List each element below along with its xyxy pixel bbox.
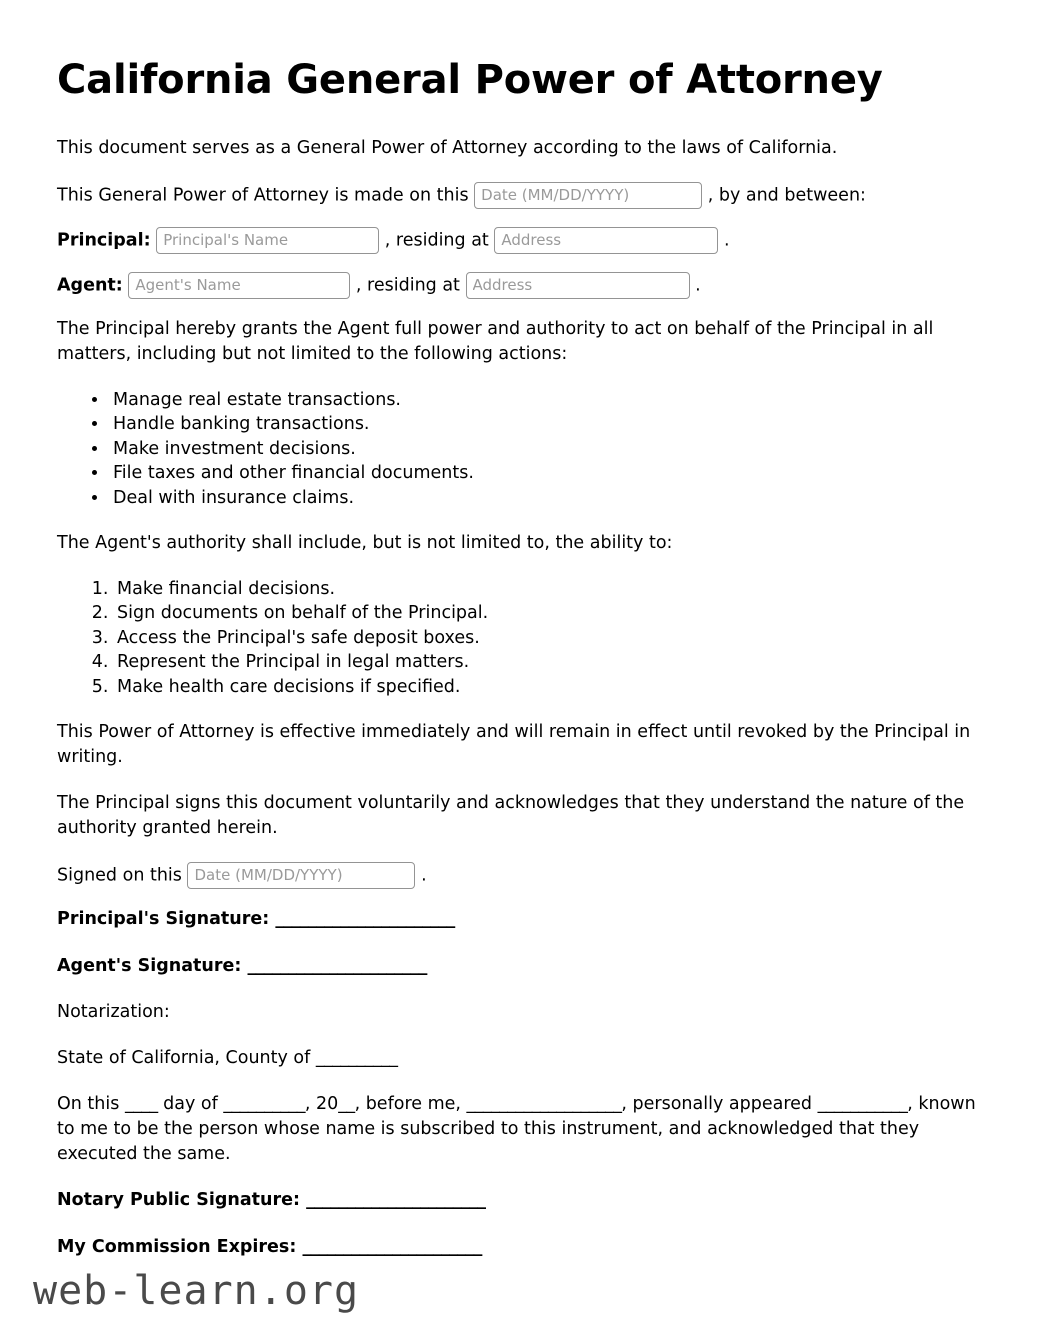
ack-part4: , before me, — [354, 1094, 461, 1115]
ack-year-blank[interactable]: __ — [338, 1094, 355, 1115]
ack-part3: , 20 — [304, 1094, 339, 1115]
commission-expires-line — [57, 1235, 982, 1260]
made-on-prefix-text: This General Power of Attorney is made on this — [57, 185, 469, 206]
ack-part6: , known to me to be the person whose name is subscribed to this instrument, and acknowledged that they executed the same. — [57, 1094, 976, 1164]
made-on-date-line — [57, 182, 982, 209]
agent-address-input[interactable] — [466, 272, 690, 299]
principal-name-input[interactable] — [156, 227, 379, 254]
list-item: 3. Access the Principal's safe deposit boxes. — [114, 626, 982, 651]
ack-month-blank[interactable]: __________ — [223, 1094, 305, 1115]
ack-day-blank[interactable]: ____ — [124, 1094, 158, 1115]
document-content — [57, 58, 982, 1281]
commission-expires-rule[interactable]: ______________________ — [302, 1236, 482, 1257]
agent-signature-line — [57, 954, 982, 979]
state-county-line — [57, 1046, 982, 1071]
list-item: • Handle banking transactions. — [109, 412, 982, 437]
commission-expires-label: My Commission Expires: — [57, 1236, 297, 1257]
ack-part1: On this — [57, 1094, 120, 1115]
date-made-input[interactable] — [474, 182, 702, 209]
agent-name-input[interactable] — [128, 272, 350, 299]
principal-period: . — [723, 230, 730, 251]
agent-signature-label: Agent's Signature: — [57, 955, 242, 976]
ack-person-blank[interactable]: ___________ — [817, 1094, 908, 1115]
list-item: 5. Make health care decisions if specified. — [114, 675, 982, 700]
voluntary-paragraph: The Principal signs this document voluntarily and acknowledges that they understand the nature of the authority granted herein. — [57, 793, 965, 838]
state-county-text: State of California, County of — [57, 1048, 311, 1069]
principal-address-input[interactable] — [494, 227, 718, 254]
date-signed-input[interactable] — [187, 862, 415, 889]
authority-intro-paragraph: The Agent's authority shall include, but is not limited to, the ability to: — [57, 533, 673, 554]
agent-line — [57, 272, 982, 299]
site-watermark: web-learn.org — [33, 1268, 360, 1314]
principal-line — [57, 227, 982, 254]
powers-list — [57, 388, 982, 511]
intro-paragraph: This document serves as a General Power of Attorney according to the laws of California. — [57, 138, 838, 158]
list-item: 2. Sign documents on behalf of the Principal. — [114, 601, 982, 626]
principal-residing-text: , residing at — [384, 230, 489, 251]
list-item: • Manage real estate transactions. — [109, 388, 982, 413]
principal-signature-label: Principal's Signature: — [57, 908, 270, 929]
agent-period: . — [695, 275, 701, 296]
principal-label: Principal: — [57, 230, 151, 251]
list-item: • Make investment decisions. — [109, 437, 982, 462]
made-on-suffix-text: , by and between: — [707, 185, 866, 206]
authority-list — [57, 577, 982, 700]
list-item: • Deal with insurance claims. — [109, 486, 982, 511]
page-title: California General Power of Attorney — [57, 57, 883, 103]
effective-paragraph: This Power of Attorney is effective immediately and will remain in effect until revoked by the Principal in writing. — [57, 722, 971, 768]
notary-signature-line — [57, 1188, 982, 1213]
county-blank[interactable]: __________ — [315, 1048, 398, 1069]
agent-label: Agent: — [57, 275, 123, 296]
principal-signature-line — [57, 907, 982, 932]
ack-part5: , personally appeared — [621, 1094, 813, 1115]
ack-notary-blank[interactable]: ___________________ — [466, 1094, 622, 1115]
signed-on-prefix-text: Signed on this — [57, 865, 182, 886]
list-item: 1. Make financial decisions. — [114, 577, 982, 602]
signed-on-date-line — [57, 862, 982, 889]
ack-part2: day of — [163, 1094, 218, 1115]
notary-signature-rule[interactable]: ______________________ — [306, 1189, 486, 1210]
list-item: • File taxes and other financial documents. — [109, 461, 982, 486]
grant-paragraph: The Principal hereby grants the Agent full power and authority to act on behalf of the Principal in all matters, including but not limited to the following actions: — [57, 318, 934, 364]
acknowledgement-paragraph — [57, 1092, 982, 1167]
notary-signature-label: Notary Public Signature: — [57, 1189, 300, 1210]
signed-on-period: . — [421, 865, 427, 886]
list-item: 4. Represent the Principal in legal matters. — [114, 650, 982, 675]
notarization-heading: Notarization: — [57, 1002, 170, 1023]
agent-signature-rule[interactable]: ______________________ — [247, 955, 427, 976]
agent-residing-text: , residing at — [355, 275, 460, 296]
principal-signature-rule[interactable]: ______________________ — [275, 908, 455, 929]
